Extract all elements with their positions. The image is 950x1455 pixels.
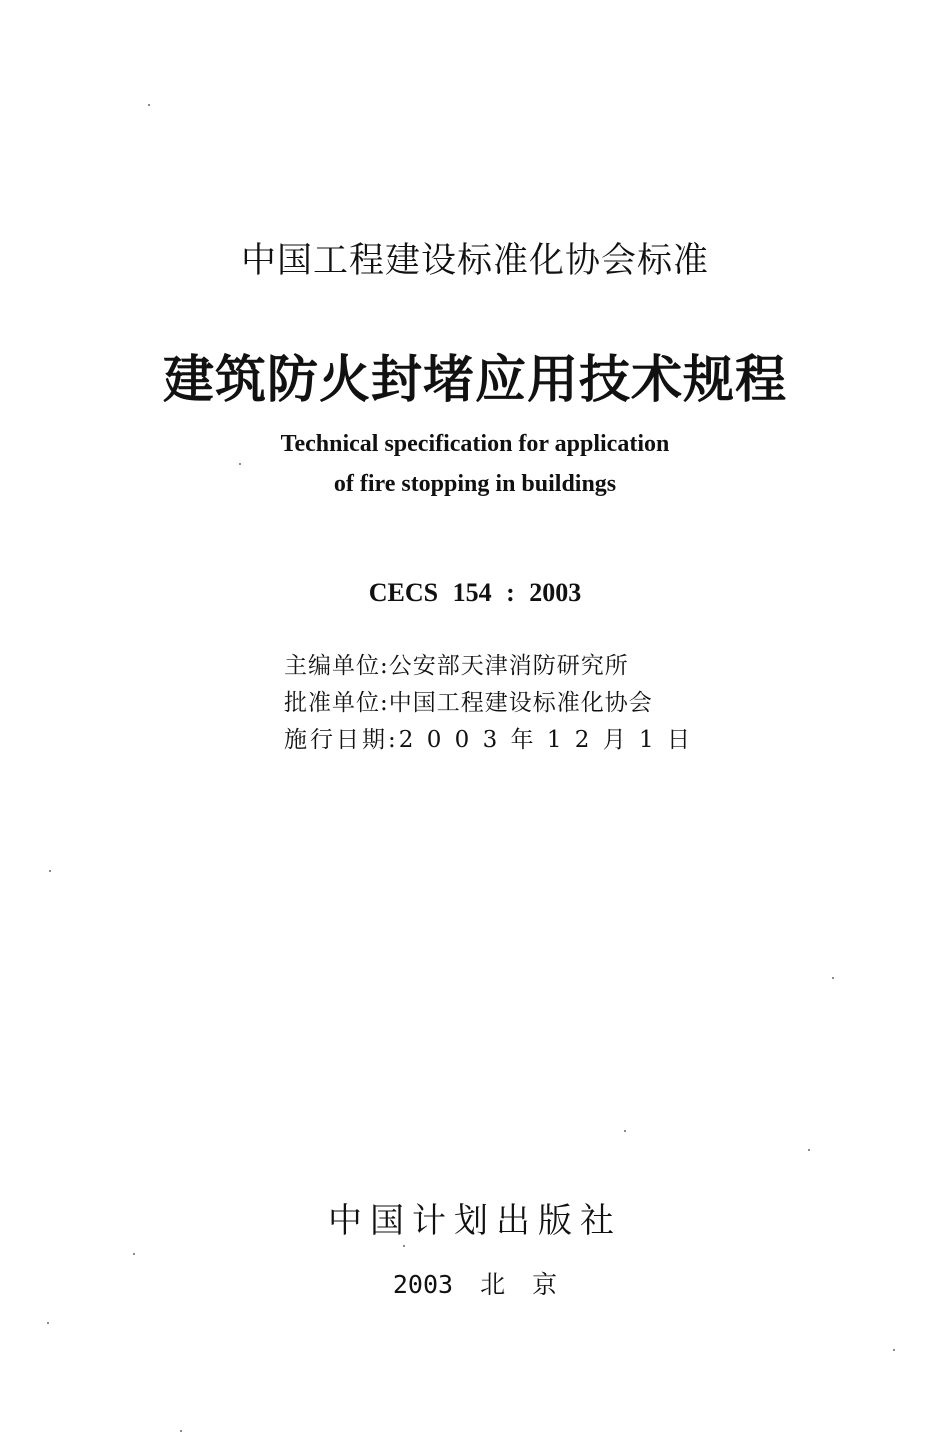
scan-speck <box>180 1430 182 1432</box>
scan-speck <box>49 870 51 872</box>
scan-speck <box>893 1349 895 1351</box>
scan-speck <box>133 1253 135 1255</box>
scan-speck <box>808 1149 810 1151</box>
chief-editor-line: 主编单位:公安部天津消防研究所 <box>284 653 629 679</box>
english-title-line-2: of fire stopping in buildings <box>333 471 617 497</box>
chinese-title: 建筑防火封堵应用技术规程 <box>162 350 787 410</box>
approver-line: 批准单位:中国工程建设标准化协会 <box>284 690 653 716</box>
english-title-line-1: Technical specification for application <box>280 431 670 457</box>
scan-speck <box>832 977 834 979</box>
scan-speck <box>624 1130 626 1132</box>
scan-speck <box>403 1245 405 1247</box>
scan-speck <box>47 1322 49 1324</box>
effective-date-line: 施行日期:2 0 0 3 年 1 2 月 1 日 <box>284 727 693 753</box>
standard-series-label: 中国工程建设标准化协会标准 <box>240 241 709 281</box>
publisher-name: 中国计划出版社 <box>328 1201 622 1241</box>
scan-speck <box>239 463 241 465</box>
publication-year-place: 2003 北 京 <box>392 1270 558 1299</box>
scan-speck <box>148 104 150 106</box>
standard-code: CECS 154 : 2003 <box>368 578 582 607</box>
